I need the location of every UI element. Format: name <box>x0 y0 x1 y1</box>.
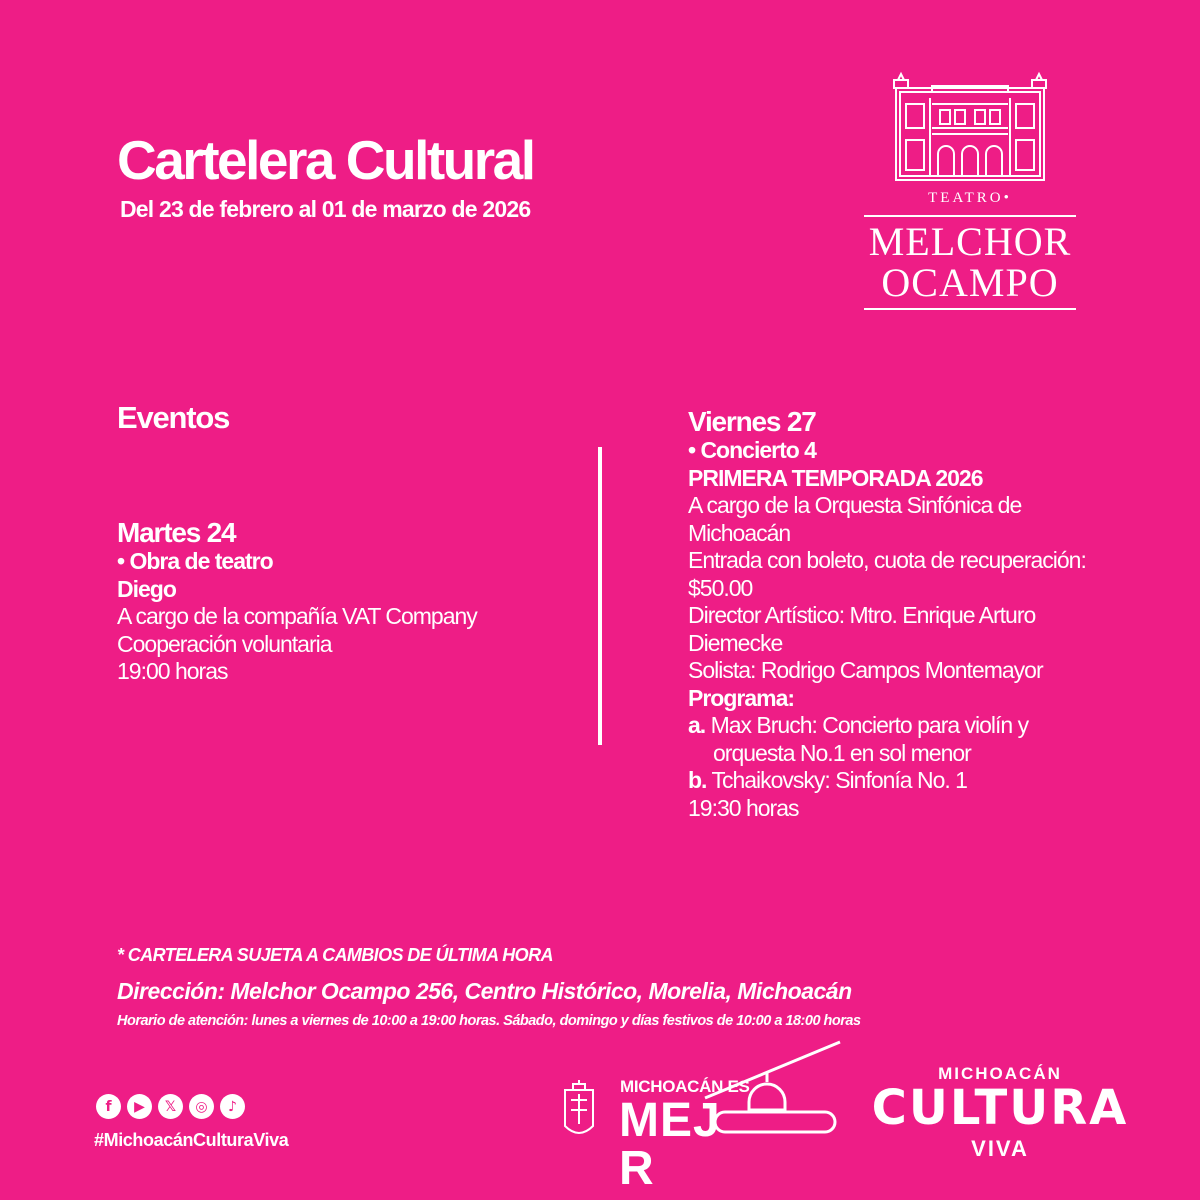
event-title: PRIMERA TEMPORADA 2026 <box>688 464 983 491</box>
program-label: Programa: <box>688 684 795 711</box>
state-crest-icon <box>559 1076 599 1146</box>
event-type: • Obra de teatro <box>117 548 273 574</box>
mem-main-end: R <box>619 1142 655 1195</box>
hashtag: #MichoacánCulturaViva <box>94 1130 289 1150</box>
logo-rule-top <box>864 215 1076 217</box>
event-detail: Entrada con boleto, cuota de recuperación: $50.00 <box>688 547 1086 601</box>
schedule-note: * CARTELERA SUJETA A CAMBIOS DE ÚLTIMA HORA <box>117 945 553 965</box>
event-detail: A cargo de la compañía VAT Company <box>117 603 477 629</box>
date-range: Del 23 de febrero al 01 de marzo de 2026 <box>120 196 531 222</box>
mem-main-start: MEJ <box>619 1094 721 1147</box>
event-day: Martes 24 <box>117 517 236 548</box>
event-title: Diego <box>117 575 176 602</box>
x-icon[interactable]: 𝕏 <box>158 1094 183 1119</box>
venue-address: Dirección: Melchor Ocampo 256, Centro Histórico, Morelia, Michoacán <box>117 978 852 1004</box>
event-time: 19:00 horas <box>117 658 228 684</box>
cv-bottom-text: VIVA <box>971 1136 1029 1161</box>
michoacan-cultura-viva-logo <box>870 1062 1130 1162</box>
program-marker: a. <box>688 712 706 738</box>
teatro-melchor-ocampo-logo <box>860 70 1080 315</box>
program-item <box>688 712 1088 767</box>
cv-top-text: MICHOACÁN <box>938 1064 1062 1083</box>
page-title: Cartelera Cultural <box>117 129 534 191</box>
logo-name-line1: MELCHOR <box>868 219 1072 264</box>
event-time: 19:30 horas <box>688 794 799 821</box>
event-detail: A cargo de la Orquesta Sinfónica de Michoacán <box>688 492 1022 546</box>
event-detail: Cooperación voluntaria <box>117 630 332 657</box>
event-viernes <box>688 407 1088 822</box>
program-text: Tchaikovsky: Sinfonía No. 1 <box>711 767 967 793</box>
program-item <box>688 767 1088 795</box>
cv-main-text: CULTURA <box>871 1080 1129 1136</box>
social-icons <box>96 1094 245 1119</box>
youtube-icon[interactable]: ▶ <box>127 1094 152 1119</box>
event-day: Viernes 27 <box>688 406 816 437</box>
cable-car-icon <box>695 1040 845 1150</box>
tiktok-icon[interactable]: ♪ <box>220 1094 245 1119</box>
event-type: • Concierto 4 <box>688 437 816 463</box>
program-marker: b. <box>688 767 707 793</box>
section-title: Eventos <box>117 400 230 435</box>
instagram-icon[interactable]: ◎ <box>189 1094 214 1119</box>
facebook-icon[interactable]: f <box>96 1094 121 1119</box>
event-detail: Solista: Rodrigo Campos Montemayor <box>688 657 1043 683</box>
column-divider <box>598 447 602 745</box>
logo-rule-bottom <box>864 308 1076 310</box>
program-text: Max Bruch: Concierto para violín y orquesta No.1 en sol menor <box>710 712 1029 766</box>
event-martes <box>117 518 557 686</box>
event-detail: Director Artístico: Mtro. Enrique Arturo Diemecke <box>688 602 1036 656</box>
theater-building-icon <box>860 70 1080 185</box>
office-hours: Horario de atención: lunes a viernes de 10:00 a 19:00 horas. Sábado, domingo y días festivos de 10:00 a 18:00 horas <box>117 1013 861 1029</box>
teatro-label: TEATRO• <box>928 190 1012 206</box>
mem-top-text: MICHOACÁN ES <box>620 1077 750 1096</box>
logo-name-line2: OCAMPO <box>881 260 1059 305</box>
michoacan-es-mejor-logo <box>555 1040 855 1195</box>
